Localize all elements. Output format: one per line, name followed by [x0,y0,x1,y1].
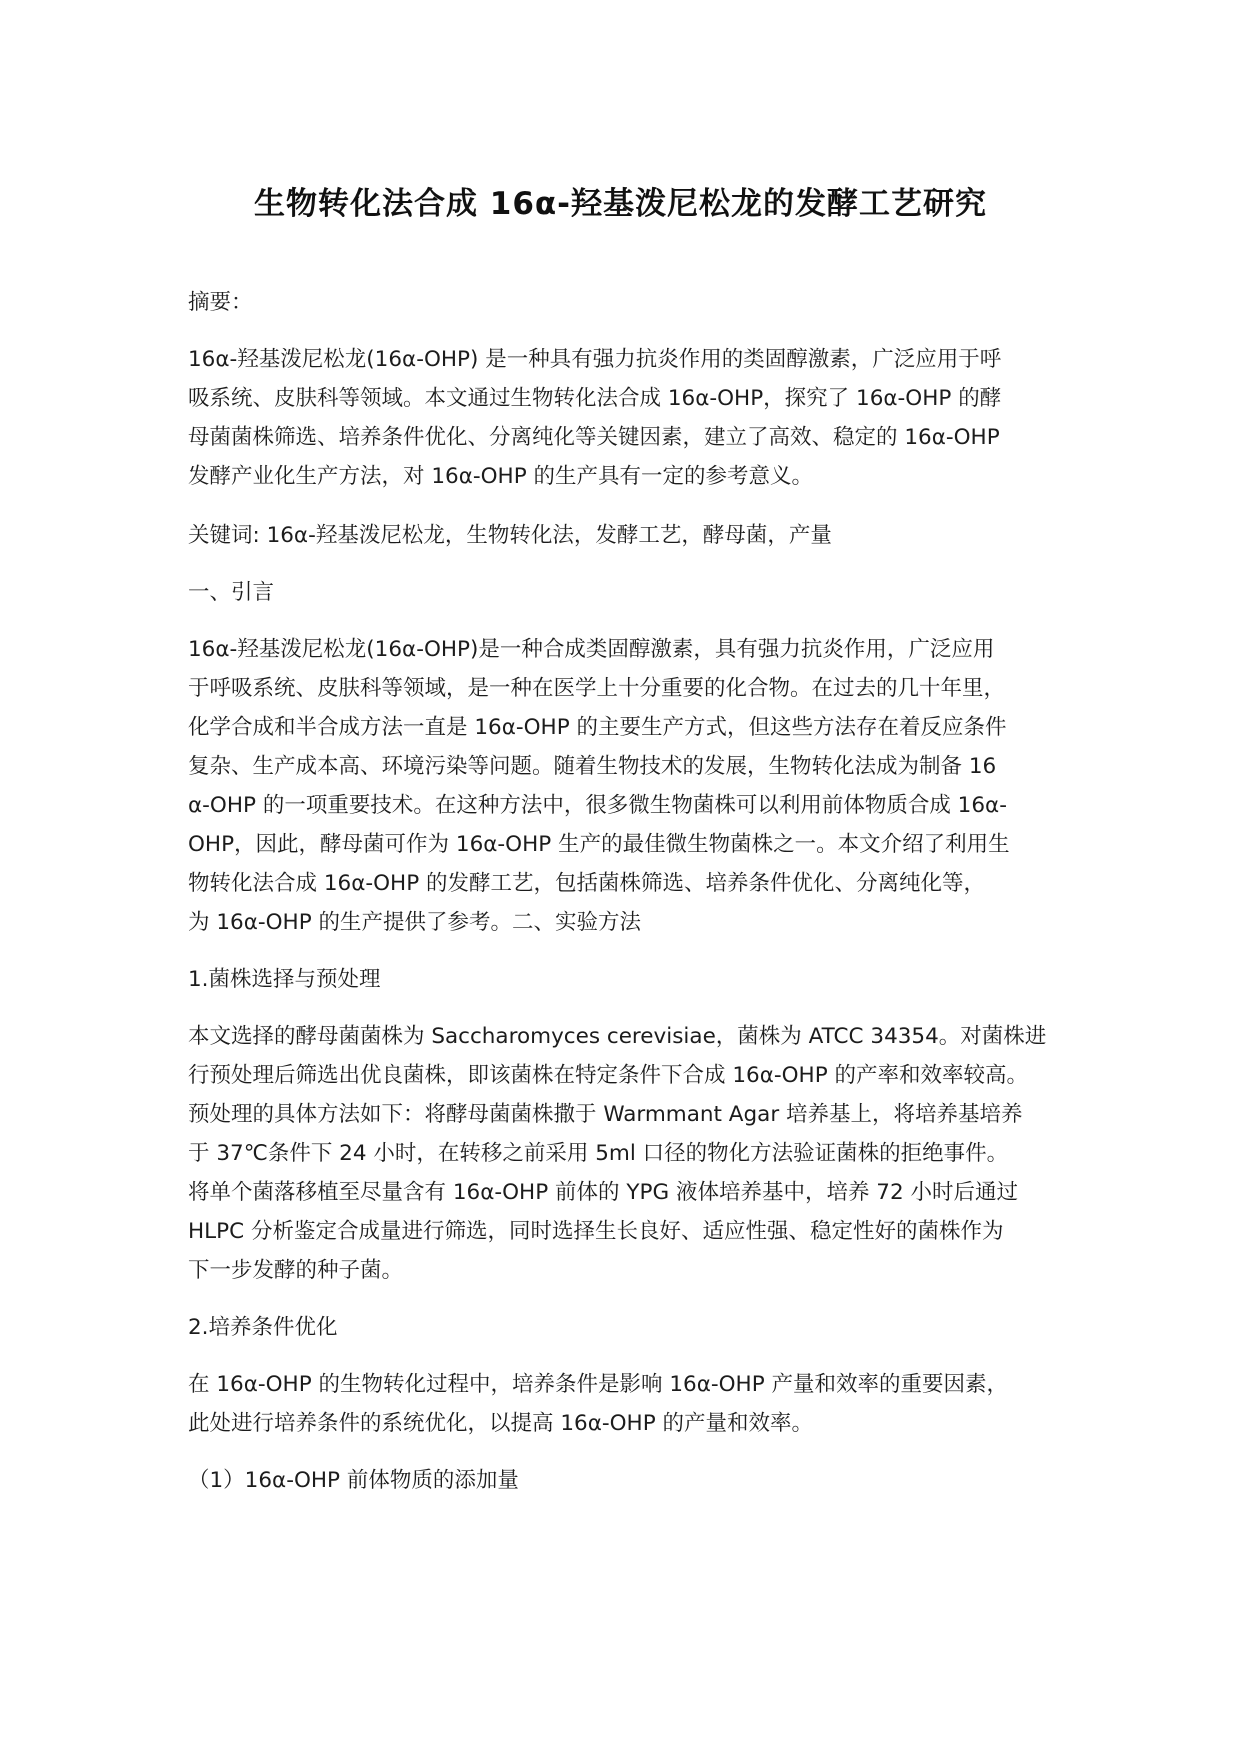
paragraph-line: 在 16α-OHP 的生物转化过程中，培养条件是影响 16α-OHP 产量和效率的重要因素， [188,1372,1009,1397]
paragraph-line: OHP，因此，酵母菌可作为 16α-OHP 生产的最佳微生物菌株之一。本文介绍了利用生 [188,832,1010,857]
paragraph-line: 母菌菌株筛选、培养条件优化、分离纯化等关键因素，建立了高效、稳定的 16α-OHP [188,425,1000,450]
paragraph-line: 于呼吸系统、皮肤科等领域，是一种在医学上十分重要的化合物。在过去的几十年里， [188,676,1006,701]
paragraph-line: HLPC 分析鉴定合成量进行筛选，同时选择生长良好、适应性强、稳定性好的菌株作为 [188,1219,1004,1244]
paragraph-line: 行预处理后筛选出优良菌株，即该菌株在特定条件下合成 16α-OHP 的产率和效率较高。 [188,1063,1029,1088]
subsection-heading-culture-optimization: 2.培养条件优化 [188,1315,338,1340]
paragraph-line: 预处理的具体方法如下：将酵母菌菌株撒于 Warmmant Agar 培养基上，将培养基培养 [188,1102,1023,1127]
paragraph-line: 为 16α-OHP 的生产提供了参考。二、实验方法 [188,910,642,935]
document-title: 生物转化法合成 16α-羟基泼尼松龙的发酵工艺研究 [253,186,988,222]
document-body [188,283,1078,1500]
abstract-paragraph [188,340,1078,496]
paragraph-line: 物转化法合成 16α-OHP 的发酵工艺，包括菌株筛选、培养条件优化、分离纯化等， [188,871,986,896]
abstract-heading: 摘要： [188,290,253,315]
paragraph-line: 将单个菌落移植至尽量含有 16α-OHP 前体的 YPG 液体培养基中，培养 72 小时后通过 [188,1180,1018,1205]
paragraph-line: 化学合成和半合成方法一直是 16α-OHP 的主要生产方式，但这些方法存在着反应条件 [188,715,1007,740]
paragraph-line: 下一步发酵的种子菌。 [188,1258,404,1283]
strain-selection-paragraph [188,1017,1078,1290]
paragraph-line: 本文选择的酵母菌菌株为 Saccharomyces cerevisiae，菌株为 ATCC 34354。对菌株进 [188,1024,1047,1049]
introduction-paragraph [188,630,1078,942]
paragraph-line: 吸系统、皮肤科等领域。本文通过生物转化法合成 16α-OHP，探究了 16α-OHP 的酵 [188,386,1002,411]
numbered-item-precursor-amount: （1）16α-OHP 前体物质的添加量 [188,1468,519,1493]
paragraph-line: 16α-羟基泼尼松龙(16α-OHP) 是一种具有强力抗炎作用的类固醇激素，广泛应用于呼 [188,347,1002,372]
paragraph-line: 发酵产业化生产方法，对 16α-OHP 的生产具有一定的参考意义。 [188,464,814,489]
culture-optimization-paragraph [188,1365,1078,1443]
keywords-line: 关键词: 16α-羟基泼尼松龙，生物转化法，发酵工艺，酵母菌，产量 [188,523,832,548]
paragraph-line: 于 37℃条件下 24 小时，在转移之前采用 5ml 口径的物化方法验证菌株的拒绝事件。 [188,1141,1009,1166]
section-heading-introduction: 一、引言 [188,580,275,605]
paragraph-line: 16α-羟基泼尼松龙(16α-OHP)是一种合成类固醇激素，具有强力抗炎作用，广泛应用 [188,637,995,662]
paragraph-line: 此处进行培养条件的系统优化，以提高 16α-OHP 的产量和效率。 [188,1411,814,1436]
paragraph-line: 复杂、生产成本高、环境污染等问题。随着生物技术的发展，生物转化法成为制备 16 [188,754,997,779]
subsection-heading-strain-selection: 1.菌株选择与预处理 [188,967,381,992]
paragraph-line: α-OHP 的一项重要技术。在这种方法中，很多微生物菌株可以利用前体物质合成 16α- [188,793,1007,818]
